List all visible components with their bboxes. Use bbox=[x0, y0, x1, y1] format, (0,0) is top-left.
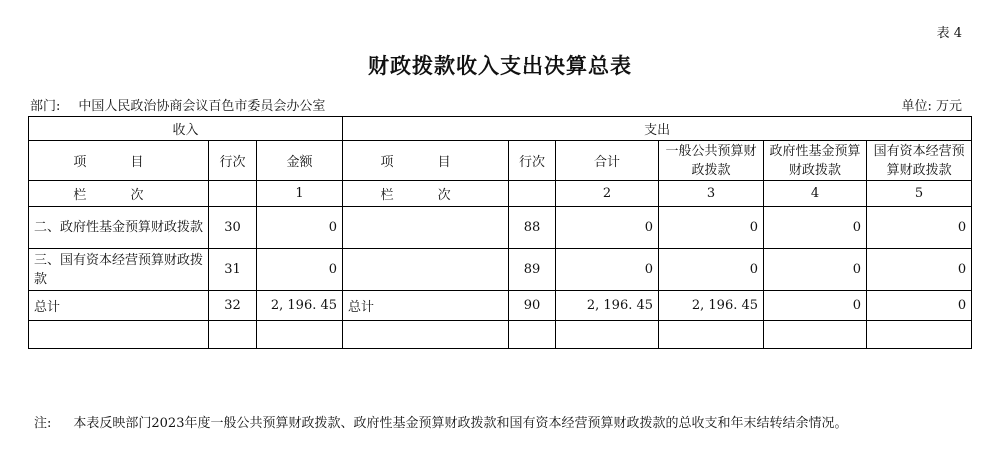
budget-table bbox=[28, 116, 972, 349]
income-item: 二、政府性基金预算财政拨款 bbox=[29, 207, 209, 249]
income-amount: 0 bbox=[257, 249, 343, 291]
empty-cell bbox=[257, 321, 343, 349]
expense-row-no-header: 行次 bbox=[509, 141, 556, 181]
header-row-columns bbox=[29, 141, 972, 181]
income-row-no: 31 bbox=[209, 249, 257, 291]
expense-fund: 0 bbox=[764, 249, 867, 291]
department-label: 部门: bbox=[30, 99, 61, 114]
expense-total: 0 bbox=[556, 207, 659, 249]
empty-cell bbox=[209, 181, 257, 207]
expense-general: 0 bbox=[659, 249, 764, 291]
empty-cell bbox=[209, 321, 257, 349]
table-row bbox=[29, 291, 972, 321]
income-item-header: 项 目 bbox=[29, 141, 209, 181]
footnote bbox=[34, 412, 847, 431]
expense-total-label: 总计 bbox=[343, 291, 509, 321]
empty-row bbox=[29, 321, 972, 349]
column-no-5: 5 bbox=[867, 181, 972, 207]
expense-fund: 0 bbox=[764, 207, 867, 249]
empty-cell bbox=[509, 321, 556, 349]
empty-cell bbox=[29, 321, 209, 349]
column-no-3: 3 bbox=[659, 181, 764, 207]
expense-row-no: 88 bbox=[509, 207, 556, 249]
table-row bbox=[29, 207, 972, 249]
expense-state: 0 bbox=[867, 207, 972, 249]
page-title: 财政拨款收入支出决算总表 bbox=[368, 54, 632, 78]
table-number: 表 4 bbox=[936, 26, 962, 41]
expense-header: 支出 bbox=[343, 117, 972, 141]
empty-cell bbox=[343, 321, 509, 349]
expense-general: 0 bbox=[659, 207, 764, 249]
income-total-label: 总计 bbox=[29, 291, 209, 321]
expense-row-no: 89 bbox=[509, 249, 556, 291]
department bbox=[30, 95, 325, 114]
empty-cell bbox=[659, 321, 764, 349]
column-no-2: 2 bbox=[556, 181, 659, 207]
fund-budget-header: 政府性基金预算财政拨款 bbox=[764, 141, 867, 181]
expense-item bbox=[343, 249, 509, 291]
unit-label: 单位: 万元 bbox=[901, 99, 962, 114]
income-amount-header: 金额 bbox=[257, 141, 343, 181]
expense-item-header: 项 目 bbox=[343, 141, 509, 181]
expense-general: 2, 196. 45 bbox=[659, 291, 764, 321]
expense-item bbox=[343, 207, 509, 249]
income-row-no-header: 行次 bbox=[209, 141, 257, 181]
income-item: 三、国有资本经营预算财政拨款 bbox=[29, 249, 209, 291]
department-name: 中国人民政治协商会议百色市委员会办公室 bbox=[78, 99, 326, 114]
income-header: 收入 bbox=[29, 117, 343, 141]
expense-total: 0 bbox=[556, 249, 659, 291]
income-total-amount: 2, 196. 45 bbox=[257, 291, 343, 321]
expense-row-no: 90 bbox=[509, 291, 556, 321]
empty-cell bbox=[867, 321, 972, 349]
expense-column-no-label: 栏 次 bbox=[343, 181, 509, 207]
total-header: 合计 bbox=[556, 141, 659, 181]
column-no-4: 4 bbox=[764, 181, 867, 207]
empty-cell bbox=[764, 321, 867, 349]
general-budget-header: 一般公共预算财政拨款 bbox=[659, 141, 764, 181]
column-number-row bbox=[29, 181, 972, 207]
expense-total: 2, 196. 45 bbox=[556, 291, 659, 321]
column-no-1: 1 bbox=[257, 181, 343, 207]
table-row bbox=[29, 249, 972, 291]
expense-fund: 0 bbox=[764, 291, 867, 321]
income-row-no: 30 bbox=[209, 207, 257, 249]
footnote-text: 本表反映部门2023年度一般公共预算财政拨款、政府性基金预算财政拨款和国有资本经营预算财政拨款的总收支和年末结转结余情况。 bbox=[73, 416, 848, 431]
income-column-no-label: 栏 次 bbox=[29, 181, 209, 207]
income-row-no: 32 bbox=[209, 291, 257, 321]
footnote-label: 注: bbox=[34, 416, 52, 431]
empty-cell bbox=[556, 321, 659, 349]
income-amount: 0 bbox=[257, 207, 343, 249]
expense-state: 0 bbox=[867, 249, 972, 291]
expense-state: 0 bbox=[867, 291, 972, 321]
state-capital-header: 国有资本经营预算财政拨款 bbox=[867, 141, 972, 181]
header-row-top bbox=[29, 117, 972, 141]
empty-cell bbox=[509, 181, 556, 207]
